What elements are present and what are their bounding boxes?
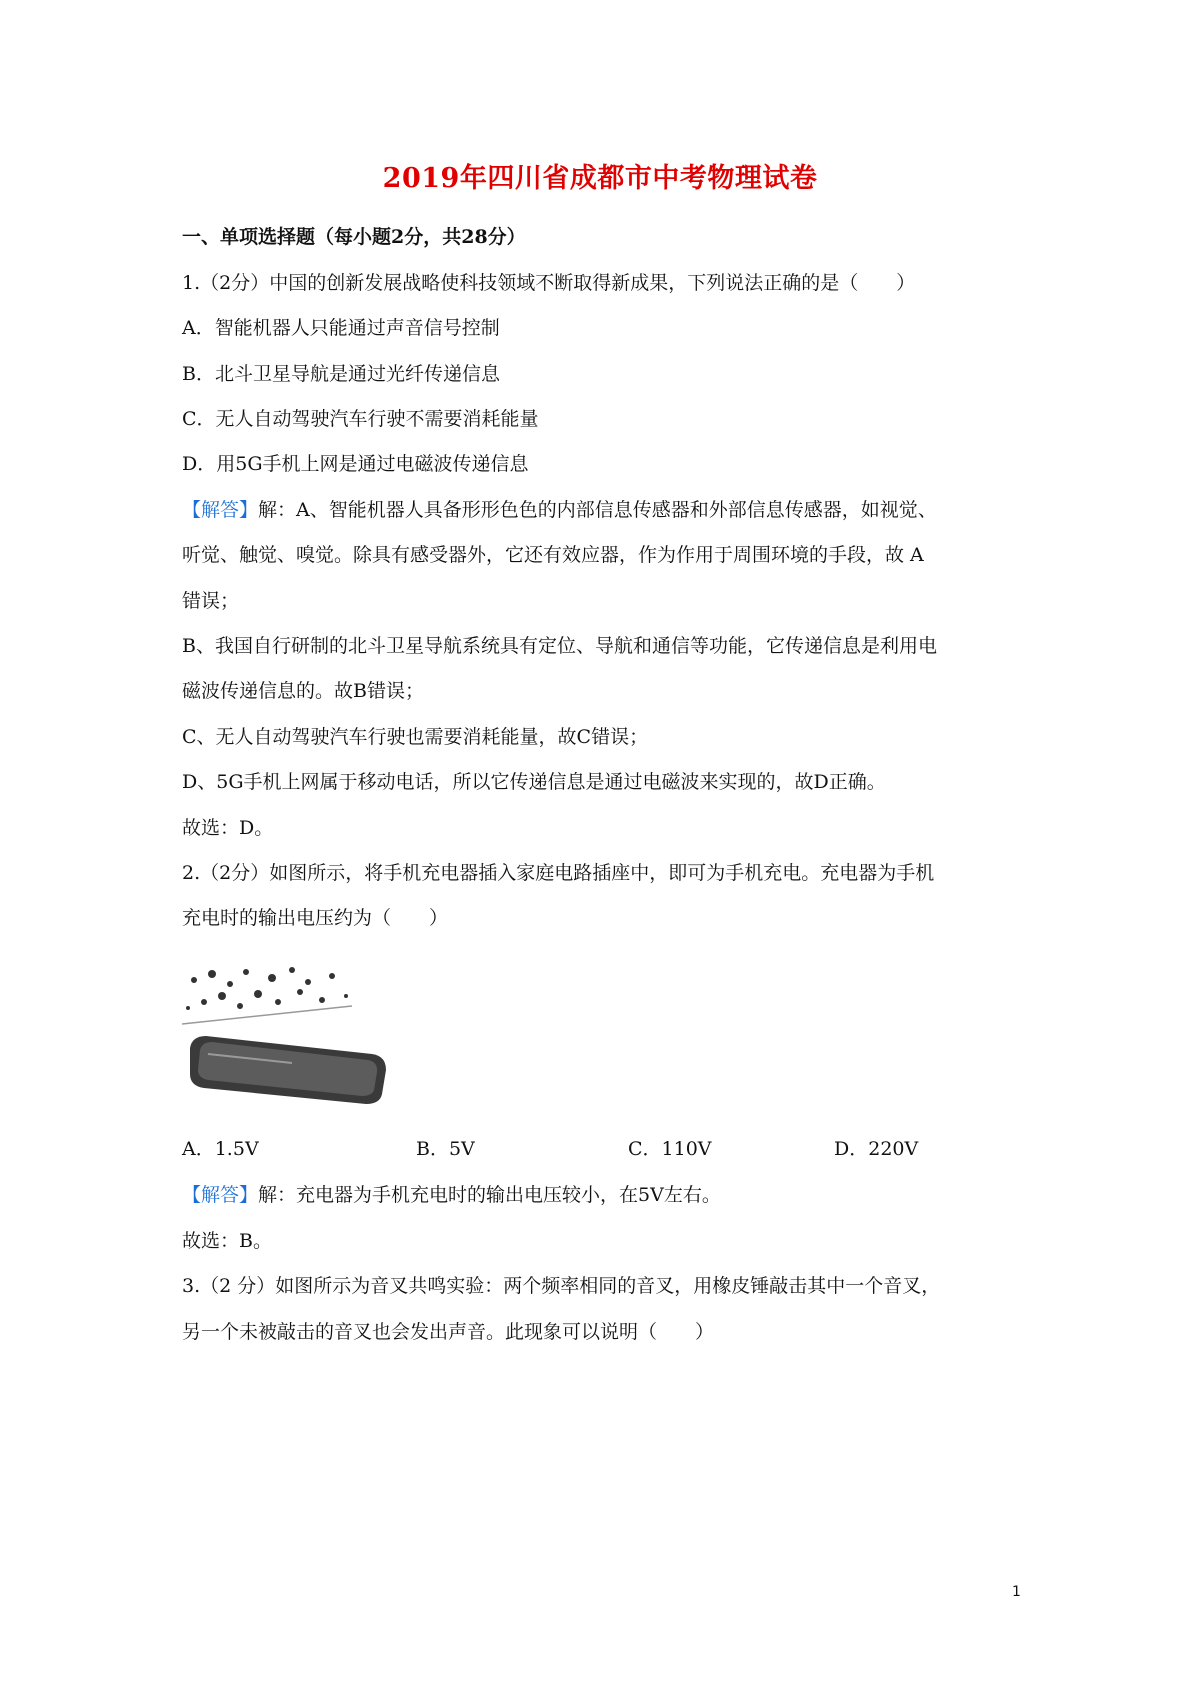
q2-stem-line-1: 2.（2分）如图所示，将手机充电器插入家庭电路插座中，即可为手机充电。充电器为手机 — [182, 862, 935, 884]
answer-tag: 【解答】 — [182, 1184, 259, 1206]
q2-answer-line — [182, 1180, 721, 1207]
q1-answer-line-4: B、我国自行研制的北斗卫星导航系统具有定位、导航和通信等功能，它传递信息是利用电 — [182, 635, 937, 657]
q1-stem: 1.（2分）中国的创新发展战略使科技领域不断取得新成果，下列说法正确的是（ ） — [182, 272, 916, 294]
q2-option-d: D．220V — [834, 1138, 919, 1160]
q2-option-b: B．5V — [416, 1138, 475, 1160]
page-number: 1 — [1012, 1584, 1021, 1600]
q1-answer-line-6: C、无人自动驾驶汽车行驶也需要消耗能量，故C错误； — [182, 726, 649, 748]
answer-tag: 【解答】 — [182, 499, 259, 521]
q3-stem-line-2: 另一个未被敲击的音叉也会发出声音。此现象可以说明（ ） — [182, 1321, 715, 1343]
q1-answer-line-1 — [182, 495, 937, 522]
q3-stem-line-1: 3.（2 分）如图所示为音叉共鸣实验：两个频率相同的音叉，用橡皮锤敲击其中一个音叉， — [182, 1275, 941, 1297]
exam-title: 2019年四川省成都市中考物理试卷 — [382, 163, 818, 194]
phone-shape — [190, 1036, 386, 1104]
sparkle-dots — [186, 967, 348, 1010]
phone-charging-figure — [182, 966, 402, 1106]
q2-option-c: C．110V — [628, 1138, 712, 1160]
q2-stem-line-2: 充电时的输出电压约为（ ） — [182, 907, 449, 929]
section-heading: 一、单项选择题（每小题2分，共28分） — [182, 226, 526, 248]
q2-choice: 故选：B。 — [182, 1230, 272, 1252]
q1-answer-line-7: D、5G手机上网属于移动电话，所以它传递信息是通过电磁波来实现的，故D正确。 — [182, 771, 886, 793]
q1-answer-line-2: 听觉、触觉、嗅觉。除具有感受器外，它还有效应器，作为作用于周围环境的手段，故 A — [182, 544, 924, 566]
q2-option-a: A．1.5V — [182, 1138, 259, 1160]
q1-option-a: A．智能机器人只能通过声音信号控制 — [182, 317, 500, 339]
q1-answer-line-3: 错误； — [182, 590, 240, 612]
q1-option-c: C．无人自动驾驶汽车行驶不需要消耗能量 — [182, 408, 539, 430]
q1-choice: 故选：D。 — [182, 817, 274, 839]
q2-answer-text: 解：充电器为手机充电时的输出电压较小，在5V左右。 — [258, 1184, 721, 1206]
q1-answer-text-1: 解：A、智能机器人具备形形色色的内部信息传感器和外部信息传感器，如视觉、 — [258, 499, 937, 521]
q1-option-b: B．北斗卫星导航是通过光纤传递信息 — [182, 363, 500, 385]
cable-line — [182, 1006, 352, 1024]
q1-option-d: D．用5G手机上网是通过电磁波传递信息 — [182, 453, 529, 475]
q1-answer-line-5: 磁波传递信息的。故B错误； — [182, 680, 424, 702]
